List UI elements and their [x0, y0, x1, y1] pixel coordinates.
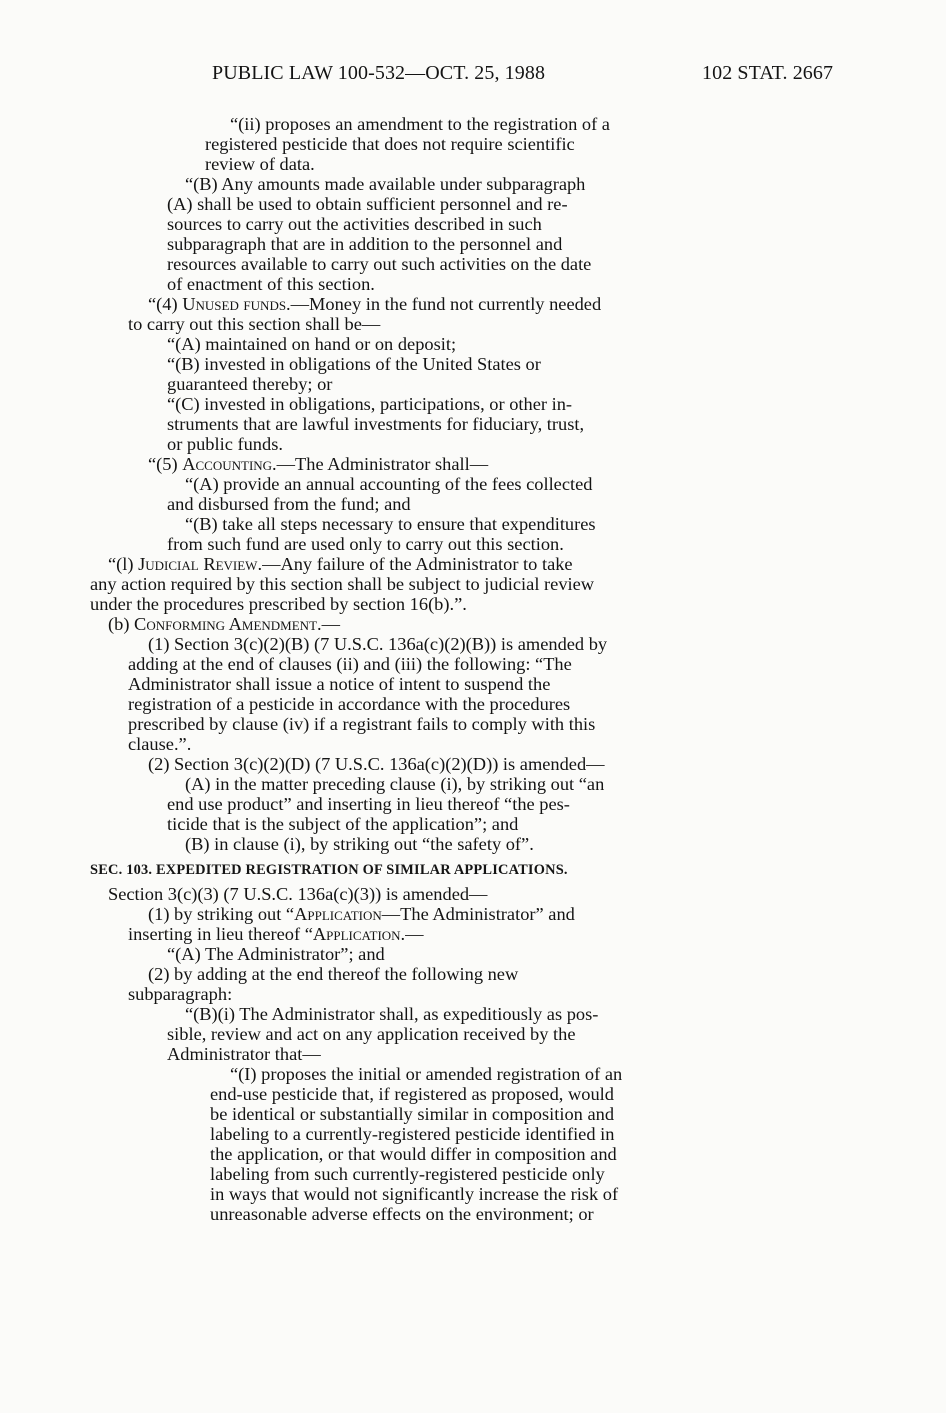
text-line-with-term: [148, 904, 575, 924]
text-line: (2) by adding at the end thereof the following new: [148, 964, 519, 984]
text-line: “(A) maintained on hand or on deposit;: [167, 334, 457, 354]
text-line: “(A) The Administrator”; and: [167, 944, 385, 964]
text-line: of enactment of this section.: [167, 274, 375, 294]
application-term: Application.: [312, 924, 406, 944]
text-line: labeling from such currently-registered pesticide only: [210, 1164, 605, 1184]
text-line: registered pesticide that does not require scientific: [205, 134, 575, 154]
judicial-review-line: [108, 554, 573, 574]
text-line: sources to carry out the activities described in such: [167, 214, 542, 234]
accounting-heading: Accounting.: [182, 454, 277, 474]
text-line: “(I) proposes the initial or amended registration of an: [230, 1064, 623, 1084]
em-dash: —: [321, 614, 341, 634]
text-line: be identical or substantially similar in composition and: [210, 1104, 615, 1124]
text-line: (2) Section 3(c)(2)(D) (7 U.S.C. 136a(c)(2)(D)) is amended—: [148, 754, 605, 774]
section-heading: SEC. 103. EXPEDITED REGISTRATION OF SIMILAR APPLICATIONS.: [90, 862, 568, 878]
text-line: subparagraph:: [128, 984, 233, 1004]
text-line: The Administrator shall—: [295, 454, 489, 474]
text-line: struments that are lawful investments for fiduciary, trust,: [167, 414, 585, 434]
text-line: review of data.: [205, 154, 315, 174]
text-line: Any failure of the Administrator to take: [280, 554, 573, 574]
text-line-with-term: [128, 924, 424, 944]
text-line: inserting in lieu thereof “: [128, 924, 313, 944]
em-dash: —: [405, 924, 424, 944]
unused-funds-heading: Unused funds.: [182, 294, 291, 314]
text-line: or public funds.: [167, 434, 283, 454]
text-line: “(ii) proposes an amendment to the registration of a: [230, 114, 610, 134]
text-line: from such fund are used only to carry out this section.: [167, 534, 564, 554]
text-line: (A) in the matter preceding clause (i), by striking out “an: [185, 774, 605, 794]
text-line: Administrator that—: [167, 1044, 321, 1064]
text-line: (A) shall be used to obtain sufficient personnel and re-: [167, 194, 568, 214]
text-line: the application, or that would differ in composition and: [210, 1144, 617, 1164]
accounting-line: [148, 454, 488, 474]
text-line: Administrator shall issue a notice of intent to suspend the: [128, 674, 551, 694]
text-line: prescribed by clause (iv) if a registrant fails to comply with this: [128, 714, 596, 734]
unused-funds-line: [148, 294, 601, 314]
running-header: [0, 62, 946, 90]
subsection-letter: (b): [108, 614, 135, 634]
text-line: “(A) provide an annual accounting of the fees collected: [185, 474, 593, 494]
text-line: “(B) invested in obligations of the United States or: [167, 354, 541, 374]
conforming-amendment-line: [108, 614, 340, 634]
text-line: sible, review and act on any application received by the: [167, 1024, 576, 1044]
text-line: (1) Section 3(c)(2)(B) (7 U.S.C. 136a(c)(2)(B)) is amended by: [148, 634, 608, 654]
text-line: ticide that is the subject of the application”; and: [167, 814, 519, 834]
text-line: labeling to a currently-registered pesticide identified in: [210, 1124, 615, 1144]
text-line: in ways that would not significantly increase the risk of: [210, 1184, 619, 1204]
conforming-amendment-heading: Conforming Amendment.: [134, 614, 322, 634]
text-line: Section 3(c)(3) (7 U.S.C. 136a(c)(3)) is amended—: [108, 884, 488, 904]
text-line: (1) by striking out “: [148, 904, 295, 924]
em-dash: —: [262, 554, 281, 574]
text-line: registration of a pesticide in accordance with the procedures: [128, 694, 571, 714]
paragraph-number: “(5): [148, 454, 183, 474]
em-dash: —: [290, 294, 310, 314]
text-line: any action required by this section shall be subject to judicial review: [90, 574, 595, 594]
text-line: “(B) Any amounts made available under subparagraph: [185, 174, 586, 194]
text-line: adding at the end of clauses (ii) and (iii) the following: “The: [128, 654, 572, 674]
text-line: guaranteed thereby; or: [167, 374, 333, 394]
text-line: resources available to carry out such activities on the date: [167, 254, 592, 274]
application-term: Application: [294, 904, 382, 924]
text-line: unreasonable adverse effects on the environment; or: [210, 1204, 594, 1224]
text-line: end-use pesticide that, if registered as proposed, would: [210, 1084, 614, 1104]
text-line: “(B)(i) The Administrator shall, as expeditiously as pos-: [185, 1004, 599, 1024]
text-line: (B) in clause (i), by striking out “the safety of”.: [185, 834, 534, 854]
text-line: “(B) take all steps necessary to ensure that expenditures: [185, 514, 596, 534]
text-line: Money in the fund not currently needed: [309, 294, 602, 314]
text-line: subparagraph that are in addition to the personnel and: [167, 234, 563, 254]
paragraph-number: “(4): [148, 294, 183, 314]
text-line: and disbursed from the fund; and: [167, 494, 411, 514]
text-line: —The Administrator” and: [381, 904, 575, 924]
judicial-review-heading: Judicial Review.: [138, 554, 263, 574]
text-line: to carry out this section shall be—: [128, 314, 381, 334]
header-stat-page: 102 STAT. 2667: [702, 62, 834, 84]
text-line: “(C) invested in obligations, participations, or other in-: [167, 394, 573, 414]
header-title: PUBLIC LAW 100-532—OCT. 25, 1988: [212, 62, 546, 84]
text-line: clause.”.: [128, 734, 192, 754]
paragraph-number: “(l): [108, 554, 139, 574]
text-line: end use product” and inserting in lieu thereof “the pes-: [167, 794, 570, 814]
text-line: under the procedures prescribed by section 16(b).”.: [90, 594, 467, 614]
em-dash: —: [276, 454, 296, 474]
